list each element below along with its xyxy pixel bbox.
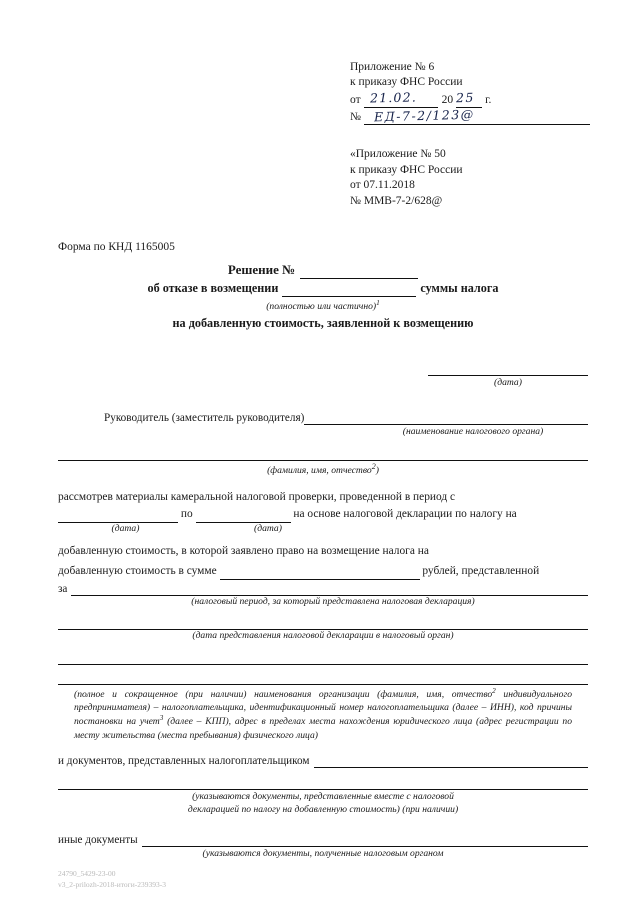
docs-caption-1: (указываются документы, представленные вместе с налоговой [192, 791, 454, 803]
manager-fio-footnote: 2 [371, 461, 376, 471]
submitted-docs-field-1[interactable] [314, 754, 589, 768]
body-paragraph-1 [58, 489, 588, 523]
form-code: Форма по КНД 1165005 [58, 240, 175, 253]
decision-number-field[interactable] [300, 264, 418, 279]
period-end-field[interactable] [196, 509, 291, 523]
footer-line-2: v3_2-prilozh-2018-итоги-239393-3 [58, 880, 167, 890]
p1-text-b: на основе налоговой декларации по налогу на [293, 508, 517, 521]
p5-text: и документов, представленных налогоплательщиком [58, 754, 310, 767]
header-year-prefix: 20 [441, 93, 454, 106]
source-line-3: от 07.11.2018 [350, 179, 415, 192]
manager-org-caption: (наименование налогового органа) [402, 426, 544, 438]
document-title [58, 262, 588, 331]
docs-caption-2: декларацией по налогу на добавленную стоимость) (при наличии) [187, 804, 459, 816]
source-line-1: «Приложение № 50 [350, 148, 446, 161]
header-from-label: от [350, 93, 361, 106]
date-field[interactable] [428, 362, 588, 376]
document-body [58, 60, 588, 861]
org-caption-5-end: ) [314, 729, 318, 741]
period-captions [58, 523, 588, 535]
tax-period-field[interactable] [71, 582, 588, 596]
p3-text-a: добавленную стоимость в сумме [58, 564, 217, 577]
sum-field[interactable] [220, 566, 420, 580]
header-date-handwritten: 21.02. [369, 89, 417, 106]
p2-text: добавленную стоимость, в которой заявлено право на возмещение налога на [58, 545, 429, 558]
header-year-suffix: г. [485, 93, 492, 106]
manager-row [58, 411, 588, 425]
header-year-handwritten: 25 [455, 89, 476, 106]
org-caption-4: пределах места нахождения юридического лица (адрес регистрации по месту жительства [74, 716, 572, 741]
title-subtitle-text: (полностью или частично) [266, 300, 377, 312]
p3-text-b: рублей, представленной [422, 564, 540, 577]
date-block [428, 362, 588, 389]
p4-za: за [58, 582, 68, 595]
submitted-docs-field-2[interactable] [58, 776, 588, 790]
source-line-2: к приказу ФНС России [350, 163, 463, 176]
title-line-3: на добавленную стоимость, заявленной к возмещению [172, 316, 474, 331]
header-line-2: к приказу ФНС России [350, 76, 463, 89]
period-end-caption: (дата) [254, 523, 282, 535]
body-paragraph-3 [58, 563, 588, 580]
header-appendix-block [350, 60, 590, 125]
taxpayer-field-2[interactable] [58, 671, 588, 685]
body-paragraph-4 [58, 582, 588, 596]
footer-line-1: 24790_5429-23-00 [58, 869, 116, 879]
manager-fio-caption-text: (фамилия, имя, отчество [267, 464, 372, 476]
submit-date-caption: (дата представления налоговой декларации в налоговый орган) [192, 630, 454, 642]
period-start-field[interactable] [58, 509, 178, 523]
body-paragraph-5 [58, 754, 588, 768]
header-number-row [350, 106, 590, 125]
submitted-docs-caption [58, 791, 588, 817]
header-source-order-block [350, 147, 590, 210]
period-start-caption: (дата) [111, 523, 140, 535]
date-caption: (дата) [494, 376, 522, 388]
p1-po: по [180, 508, 193, 521]
manager-fio-caption-close: ) [375, 464, 379, 476]
header-number-label: № [350, 110, 361, 123]
p1-text-a: рассмотрев материалы камеральной налоговой проверки, проведенной в период с [58, 490, 456, 503]
title-subtitle-footnote: 1 [376, 297, 380, 307]
header-number-handwritten: ЕД-7-2/123@ [373, 106, 475, 124]
title-subtitle [58, 298, 588, 313]
org-caption-3-footnote: 3 [159, 714, 164, 723]
title-line-2a: об отказе в возмещении [147, 280, 279, 295]
p6-text: иные документы [58, 834, 138, 847]
header-line-1: Приложение № 6 [350, 61, 435, 73]
header-date-row [350, 89, 590, 108]
manager-org-field[interactable] [304, 411, 588, 425]
manager-fio-caption [58, 462, 588, 477]
org-caption-1-footnote: 2 [492, 686, 496, 695]
header-year-field[interactable] [455, 89, 482, 108]
title-line-1: Решение № [227, 262, 296, 278]
taxpayer-caption [58, 687, 588, 742]
org-caption-3-end: (далее – КПП), адрес в [167, 716, 266, 728]
header-date-field[interactable] [364, 89, 438, 108]
body-paragraph-6 [58, 833, 588, 847]
title-refusal-row [147, 281, 498, 297]
submit-date-field[interactable] [58, 616, 588, 630]
other-docs-field[interactable] [142, 833, 588, 847]
org-caption-5: (места пребывания) физического лица [157, 729, 315, 741]
refusal-sum-field[interactable] [282, 282, 416, 297]
body-paragraph-2 [58, 543, 588, 560]
page-footer [58, 869, 166, 891]
title-decision-row [228, 262, 418, 279]
manager-label: Руководитель (заместитель руководителя) [104, 411, 305, 424]
tax-period-caption: (налоговый период, за который представлена налоговая декларация) [191, 595, 475, 607]
org-caption-3: налогоплательщика (далее – ИНН), код причины постановки на учет [74, 701, 572, 728]
title-line-2b: суммы налога [420, 280, 499, 295]
taxpayer-field-1[interactable] [58, 651, 588, 665]
header-number-field[interactable] [364, 106, 590, 125]
org-caption-2: индивидуального предпринимателя) – налогоплательщика, идентификационный номер [74, 688, 572, 713]
manager-fio-field[interactable] [58, 447, 588, 461]
other-docs-caption: (указываются документы, полученные налоговым органом [202, 848, 444, 860]
org-caption-1: (полное и сокращенное (при наличии) наименования организации (фамилия, имя, отчество [74, 688, 493, 700]
source-line-4: № ММВ-7-2/628@ [350, 195, 443, 207]
